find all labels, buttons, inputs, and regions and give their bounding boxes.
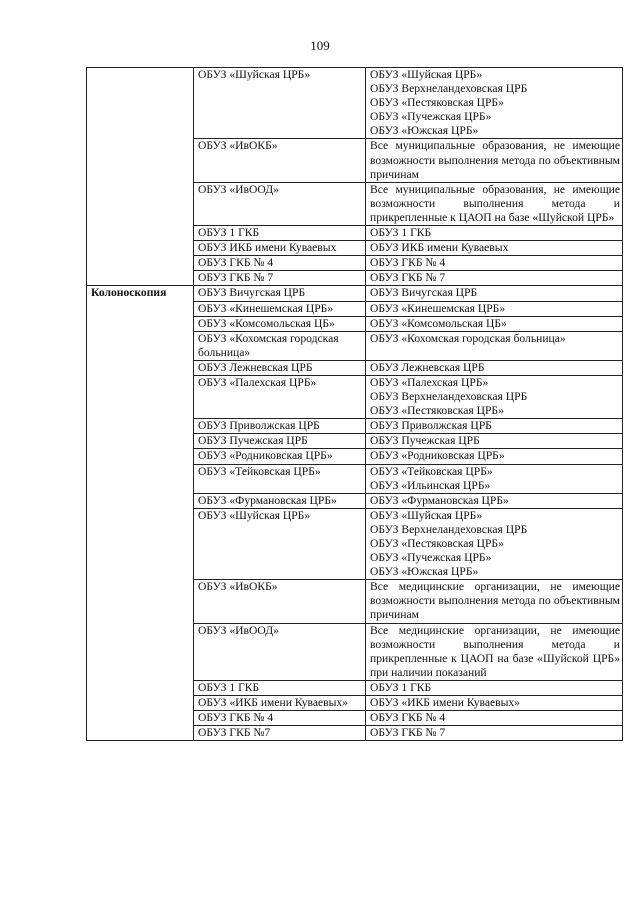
assigned-organization-line: ОБУЗ 1 ГКБ — [370, 226, 432, 240]
facility-cell: ОБУЗ «ИвОКБ» — [194, 580, 366, 623]
assigned-organization-line: ОБУЗ «ИКБ имени Куваевых» — [370, 696, 520, 710]
assigned-organization-line: ОБУЗ Лежневская ЦРБ — [370, 360, 485, 374]
assigned-organizations-cell — [366, 226, 623, 241]
assigned-organizations-cell — [366, 256, 623, 271]
assigned-organizations-cell — [366, 726, 623, 741]
assigned-organizations-cell — [366, 68, 623, 139]
assigned-organization-line: ОБУЗ Вичугская ЦРБ — [370, 286, 478, 300]
assigned-organization-line: Все медицинские организации, не имеющие возможности выполнения метода и прикрепленные к ЦАОП на базе «Шуйской ЦРБ» при наличии показаний — [370, 623, 620, 679]
page-number: 109 — [310, 38, 330, 53]
assigned-organization-line: ОБУЗ «Шуйская ЦРБ» — [370, 508, 483, 522]
facility-cell: ОБУЗ «Тейковская ЦРБ» — [194, 464, 366, 493]
assigned-organization-line: ОБУЗ «Кинешемская ЦРБ» — [370, 301, 506, 315]
assigned-organizations-cell — [366, 375, 623, 418]
assigned-organization-line: ОБУЗ Верхнеландеховская ЦРБ — [370, 390, 528, 404]
assigned-organization-line: ОБУЗ «Палехская ЦРБ» — [370, 375, 489, 389]
assigned-organization-line: ОБУЗ ИКБ имени Куваевых — [370, 241, 509, 255]
assigned-organization-line: ОБУЗ «Южская ЦРБ» — [370, 565, 479, 579]
table-row — [87, 68, 623, 139]
assigned-organization-line: ОБУЗ ГКБ № 4 — [370, 711, 446, 725]
facility-cell: ОБУЗ Вичугская ЦРБ — [194, 286, 366, 301]
assigned-organization-line: ОБУЗ «Кохомская городская больница» — [370, 331, 566, 345]
assigned-organizations-cell — [366, 680, 623, 695]
facility-cell: ОБУЗ ГКБ № 4 — [194, 711, 366, 726]
assigned-organization-line: ОБУЗ 1 ГКБ — [370, 680, 432, 694]
assigned-organization-line: ОБУЗ «Пестяковская ЦРБ» — [370, 96, 504, 110]
facility-cell: ОБУЗ «ИвООД» — [194, 182, 366, 225]
table-row — [87, 286, 623, 301]
facility-cell: ОБУЗ ГКБ № 4 — [194, 256, 366, 271]
assigned-organization-line: ОБУЗ «Ильинская ЦРБ» — [370, 478, 491, 492]
assigned-organization-line: ОБУЗ «Тейковская ЦРБ» — [370, 464, 493, 478]
assigned-organizations-cell — [366, 139, 623, 182]
facility-cell: ОБУЗ «Родниковская ЦРБ» — [194, 449, 366, 464]
facility-cell: ОБУЗ ГКБ №7 — [194, 726, 366, 741]
facility-cell: ОБУЗ «Шуйская ЦРБ» — [194, 508, 366, 579]
assigned-organizations-cell — [366, 580, 623, 623]
assigned-organization-line: ОБУЗ Верхнеландеховская ЦРБ — [370, 82, 528, 96]
facility-cell: ОБУЗ «ИвОКБ» — [194, 139, 366, 182]
routing-table-body — [87, 68, 623, 741]
method-category-cell: Колоноскопия — [87, 286, 194, 741]
facility-cell: ОБУЗ 1 ГКБ — [194, 226, 366, 241]
assigned-organizations-cell — [366, 316, 623, 331]
facility-cell: ОБУЗ ИКБ имени Куваевых — [194, 241, 366, 256]
assigned-organizations-cell — [366, 434, 623, 449]
assigned-organizations-cell — [366, 301, 623, 316]
assigned-organizations-cell — [366, 711, 623, 726]
assigned-organizations-cell — [366, 464, 623, 493]
facility-cell: ОБУЗ «Кохомская городская больница» — [194, 331, 366, 360]
assigned-organization-line: ОБУЗ ГКБ № 4 — [370, 256, 446, 270]
facility-cell: ОБУЗ «ИКБ имени Куваевых» — [194, 696, 366, 711]
assigned-organization-line: ОБУЗ «Пестяковская ЦРБ» — [370, 404, 504, 418]
assigned-organization-line: Все муниципальные образования, не имеющие возможности выполнения метода по объективным причинам — [370, 139, 620, 181]
assigned-organizations-cell — [366, 271, 623, 286]
assigned-organization-line: ОБУЗ ГКБ № 7 — [370, 271, 446, 285]
assigned-organizations-cell — [366, 449, 623, 464]
facility-cell: ОБУЗ ГКБ № 7 — [194, 271, 366, 286]
assigned-organization-line: ОБУЗ Верхнеландеховская ЦРБ — [370, 522, 528, 536]
assigned-organizations-cell — [366, 286, 623, 301]
assigned-organization-line: ОБУЗ «Пестяковская ЦРБ» — [370, 537, 504, 550]
assigned-organization-line: ОБУЗ «Шуйская ЦРБ» — [370, 68, 483, 81]
assigned-organization-line: ОБУЗ Пучежская ЦРБ — [370, 434, 480, 448]
assigned-organization-line: ОБУЗ «Пучежская ЦРБ» — [370, 551, 492, 565]
assigned-organizations-cell — [366, 696, 623, 711]
facility-cell: ОБУЗ «Палехская ЦРБ» — [194, 375, 366, 418]
facility-cell: ОБУЗ «Шуйская ЦРБ» — [194, 68, 366, 139]
assigned-organizations-cell — [366, 493, 623, 508]
assigned-organization-line: ОБУЗ Приволжская ЦРБ — [370, 419, 492, 433]
assigned-organizations-cell — [366, 331, 623, 360]
assigned-organization-line: Все муниципальные образования, не имеющие возможности выполнения метода и прикрепленные к ЦАОП на базе «Шуйской ЦРБ» — [370, 182, 620, 224]
facility-cell: ОБУЗ Лежневская ЦРБ — [194, 360, 366, 375]
assigned-organizations-cell — [366, 241, 623, 256]
facility-cell: ОБУЗ «Комсомольская ЦБ» — [194, 316, 366, 331]
assigned-organizations-cell — [366, 182, 623, 225]
assigned-organizations-cell — [366, 508, 623, 579]
facility-cell: ОБУЗ «Фурмановская ЦРБ» — [194, 493, 366, 508]
assigned-organization-line: Все медицинские организации, не имеющие возможности выполнения метода по объективным причинам — [370, 580, 620, 622]
assigned-organization-line: ОБУЗ «Южская ЦРБ» — [370, 124, 479, 138]
assigned-organizations-cell — [366, 419, 623, 434]
routing-table — [86, 67, 623, 741]
facility-cell: ОБУЗ Приволжская ЦРБ — [194, 419, 366, 434]
assigned-organization-line: ОБУЗ «Пучежская ЦРБ» — [370, 110, 492, 124]
assigned-organization-line: ОБУЗ «Родниковская ЦРБ» — [370, 449, 505, 463]
facility-cell: ОБУЗ 1 ГКБ — [194, 680, 366, 695]
assigned-organization-line: ОБУЗ «Комсомольская ЦБ» — [370, 316, 507, 330]
facility-cell: ОБУЗ Пучежская ЦРБ — [194, 434, 366, 449]
facility-cell: ОБУЗ «ИвООД» — [194, 623, 366, 680]
assigned-organizations-cell — [366, 623, 623, 680]
method-category-cell — [87, 68, 194, 286]
facility-cell: ОБУЗ «Кинешемская ЦРБ» — [194, 301, 366, 316]
assigned-organization-line: ОБУЗ ГКБ № 7 — [370, 726, 446, 740]
assigned-organization-line: ОБУЗ «Фурмановская ЦРБ» — [370, 493, 509, 507]
assigned-organizations-cell — [366, 360, 623, 375]
